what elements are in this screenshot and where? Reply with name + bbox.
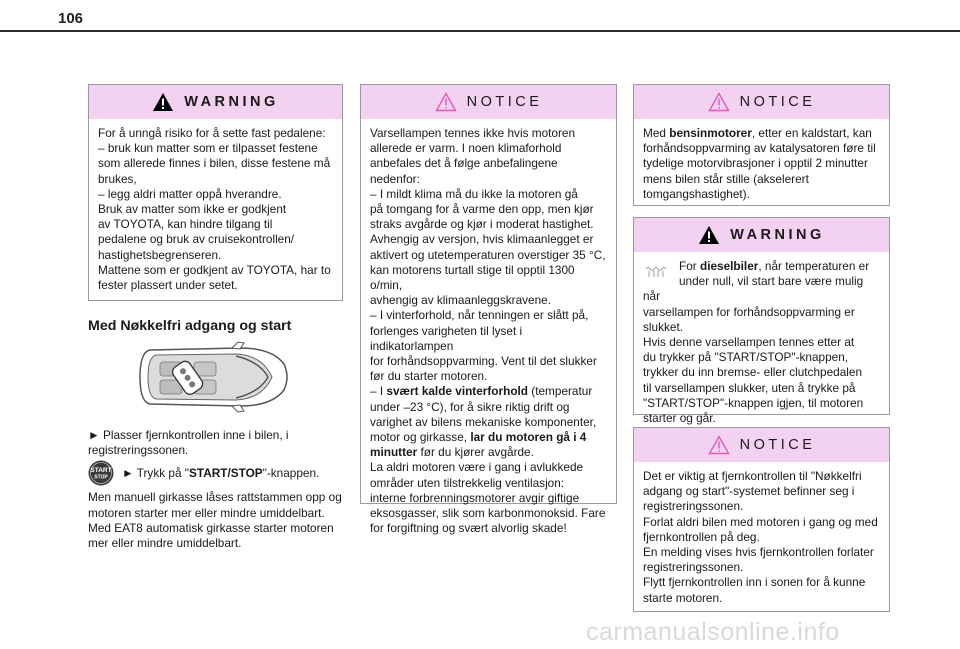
text-line: anbefales det å følge anbefalingene nedenfor: (370, 156, 558, 186)
text-line: mer eller mindre umiddelbart. (88, 536, 242, 551)
text-line: hastighetsbegrenseren. (98, 247, 222, 262)
text-run: – I (370, 384, 387, 399)
para-manual (88, 490, 350, 520)
text-line: pedalene og bruk av cruisekontrollen/ (98, 232, 295, 247)
text-run: Med (643, 126, 670, 140)
notice-box-petrol (633, 84, 890, 206)
warning-triangle-icon (698, 225, 720, 245)
text-line: motoren starter mer eller mindre umiddelbart. (88, 505, 325, 520)
text-line: varsellampen for forhåndsoppvarming er (643, 304, 855, 319)
notice-body (634, 119, 889, 202)
warning-box-mats (88, 84, 343, 301)
text-line: La aldri motoren være i gang i avlukkede (370, 460, 584, 475)
text-line: brukes, (98, 171, 137, 186)
text-line: slukket. (643, 319, 683, 334)
text-line: – legg aldri matter oppå hverandre. (98, 186, 282, 201)
text-line: allerede er varm. I noen klimaforhold (370, 141, 562, 156)
text-run: motor og girkasse, (370, 430, 471, 445)
text-run: For (679, 259, 700, 273)
text-run-bold: START/STOP (189, 465, 263, 480)
notice-box-preheat (360, 84, 617, 536)
start-stop-button-icon (88, 460, 114, 486)
text-line: – bruk kun matter som er tilpasset festene (98, 141, 318, 156)
text-run: "-knappen. (262, 465, 320, 480)
text-line: trykker du inn bremse- eller clutchpedalen (643, 365, 863, 380)
text-line: du trykker på "START/STOP"-knappen, (643, 350, 849, 365)
text-line: – I vinterforhold, når tenningen er slått på, (370, 308, 589, 323)
instruction-2-text (122, 466, 319, 481)
notice-title: NOTICE (739, 437, 816, 453)
text-line: forhåndsoppvarming av katalysatoren føre til (643, 141, 876, 156)
text-line: for forgiftning og svært alvorlig skade! (370, 521, 567, 536)
text-run-bold: bensinmotorer (669, 126, 752, 140)
text-line: tydelige motorvibrasjoner i opptil 2 minutter (643, 156, 868, 171)
text-line: aktivert og utetemperaturen overstiger 35 °C, (370, 247, 606, 262)
warning-body (634, 252, 889, 426)
text-line: interne forbrenningsmotorer avgir giftige (370, 490, 580, 505)
stop-label: STOP (94, 474, 108, 481)
text-line: Forlat aldri bilen med motoren i gang og med (643, 514, 878, 529)
text-line: Bruk av matter som ikke er godkjent (98, 202, 287, 217)
watermark: carmanualsonline.info (586, 618, 840, 646)
notice-body (361, 119, 616, 536)
notice-box-header (634, 428, 889, 462)
instruction-1a: ► Plasser fjernkontrollen inne i bilen, i (88, 428, 289, 442)
text-run-bold: lar du motoren gå i 4 (470, 430, 587, 445)
text-line: Mattene som er godkjent av TOYOTA, har to (98, 262, 331, 277)
text-line: Flytt fjernkontrollen inn i sonen for å kunne (643, 575, 866, 590)
text-run: (temperatur (528, 384, 593, 399)
text-line: Hvis denne varsellampen tennes etter at (643, 335, 855, 350)
text-line: fjernkontrollen på deg. (643, 529, 760, 544)
text-line: før du starter motoren. (370, 369, 488, 384)
warning-title: WARNING (184, 94, 279, 110)
text-run-bold: svært kalde vinterforhold (386, 384, 529, 399)
text-line: starter og går. (643, 411, 716, 426)
text-line: kan motorens turtall stige til opptil 1300 o/min, (370, 262, 575, 293)
text-line: forlenges varigheten til lyset i indikatorlampen (370, 323, 523, 353)
text-run: før du kjører avgårde. (417, 445, 534, 460)
warning-triangle-icon (152, 92, 174, 112)
text-line: starte motoren. (643, 590, 723, 605)
text-line (370, 430, 607, 445)
text-line: under –23 °C), for å sikre riktig drift og (370, 399, 570, 414)
warning-body (89, 119, 342, 293)
text-line: – I mildt klima må du ikke la motoren gå (370, 186, 578, 201)
text-run-bold: minutter (370, 445, 418, 460)
text-line (370, 384, 607, 399)
text-run-bold: dieselbiler (699, 259, 759, 273)
text-line: Det er viktig at fjernkontrollen til "Nøkkelfri (643, 469, 862, 483)
warning-title: WARNING (730, 227, 825, 243)
header-rule (0, 30, 960, 32)
text-line: Varsellampen tennes ikke hvis motoren (370, 126, 576, 140)
notice-box-header (361, 85, 616, 119)
notice-box-remote (633, 427, 890, 612)
text-line: Med EAT8 automatisk girkasse starter motoren (88, 520, 334, 535)
text-line: tomgangshastighet). (643, 186, 750, 201)
notice-triangle-icon (708, 435, 730, 455)
notice-box-header (634, 85, 889, 119)
text-line (643, 259, 880, 274)
text-line: avhengig av klimaanleggskravene. (370, 293, 551, 308)
car-key-illustration (132, 340, 292, 414)
text-line: under null, vil start bare være mulig når (643, 274, 864, 304)
text-line: varighet av bilens mekaniske komponenter, (370, 414, 597, 429)
text-line: Men manuell girkasse låses rattstammen opp og (88, 490, 342, 505)
text-run: , når temperaturen er (758, 259, 870, 273)
text-line: mens bilen står stille (akselerert (643, 171, 809, 186)
instruction-1b: registreringssonen. (88, 443, 189, 458)
text-run: ► Trykk på " (122, 465, 189, 480)
page-number: 106 (58, 10, 84, 27)
notice-triangle-icon (708, 92, 730, 112)
text-line: som allerede finnes i bilen, disse festene må (98, 156, 331, 171)
text-line: til varsellampen slukker, uten å trykke på (643, 380, 856, 395)
text-line: på tomgang for å varme den opp, men kjør (370, 202, 594, 217)
text-line: "START/STOP"-knappen igjen, til motoren (643, 395, 864, 410)
text-line: adgang og start"-systemet befinner seg i (643, 484, 855, 499)
text-line: For å unngå risiko for å sette fast pedalene: (98, 126, 326, 140)
text-line: fester plassert under setet. (98, 278, 238, 293)
text-line (643, 126, 880, 141)
notice-title: NOTICE (739, 94, 816, 110)
para-eat8 (88, 521, 350, 551)
instruction-block (88, 428, 350, 551)
section-title: Med Nøkkelfri adgang og start (88, 318, 292, 334)
text-line (370, 445, 607, 460)
text-line: straks avgårde og kjør i moderat hastighet. (370, 217, 594, 232)
text-line: En melding vises hvis fjernkontrollen forlater (643, 545, 874, 560)
text-line: for forhåndsoppvarming. Vent til det slukker (370, 354, 597, 369)
notice-title: NOTICE (466, 94, 543, 110)
text-line: områder uten tilstrekkelig ventilasjon: (370, 475, 565, 490)
text-run: , etter en kaldstart, kan (751, 126, 872, 140)
instruction-2 (88, 460, 350, 486)
notice-body (634, 462, 889, 606)
text-line: registreringssonen. (643, 499, 744, 514)
warning-box-diesel (633, 217, 890, 426)
warning-box-header (89, 85, 342, 119)
start-label: START (90, 467, 112, 475)
text-line: registreringssonen. (643, 560, 744, 575)
text-line: eksosgasser, slik som karbonmonoksid. Fare (370, 506, 606, 521)
notice-triangle-icon (435, 92, 457, 112)
preheat-glow-plug-icon (643, 261, 669, 281)
warning-box-header (634, 218, 889, 252)
text-line: Avhengig av versjon, hvis klimaanlegget er (370, 232, 594, 247)
text-line: av TOYOTA, kan hindre tilgang til (98, 217, 273, 232)
